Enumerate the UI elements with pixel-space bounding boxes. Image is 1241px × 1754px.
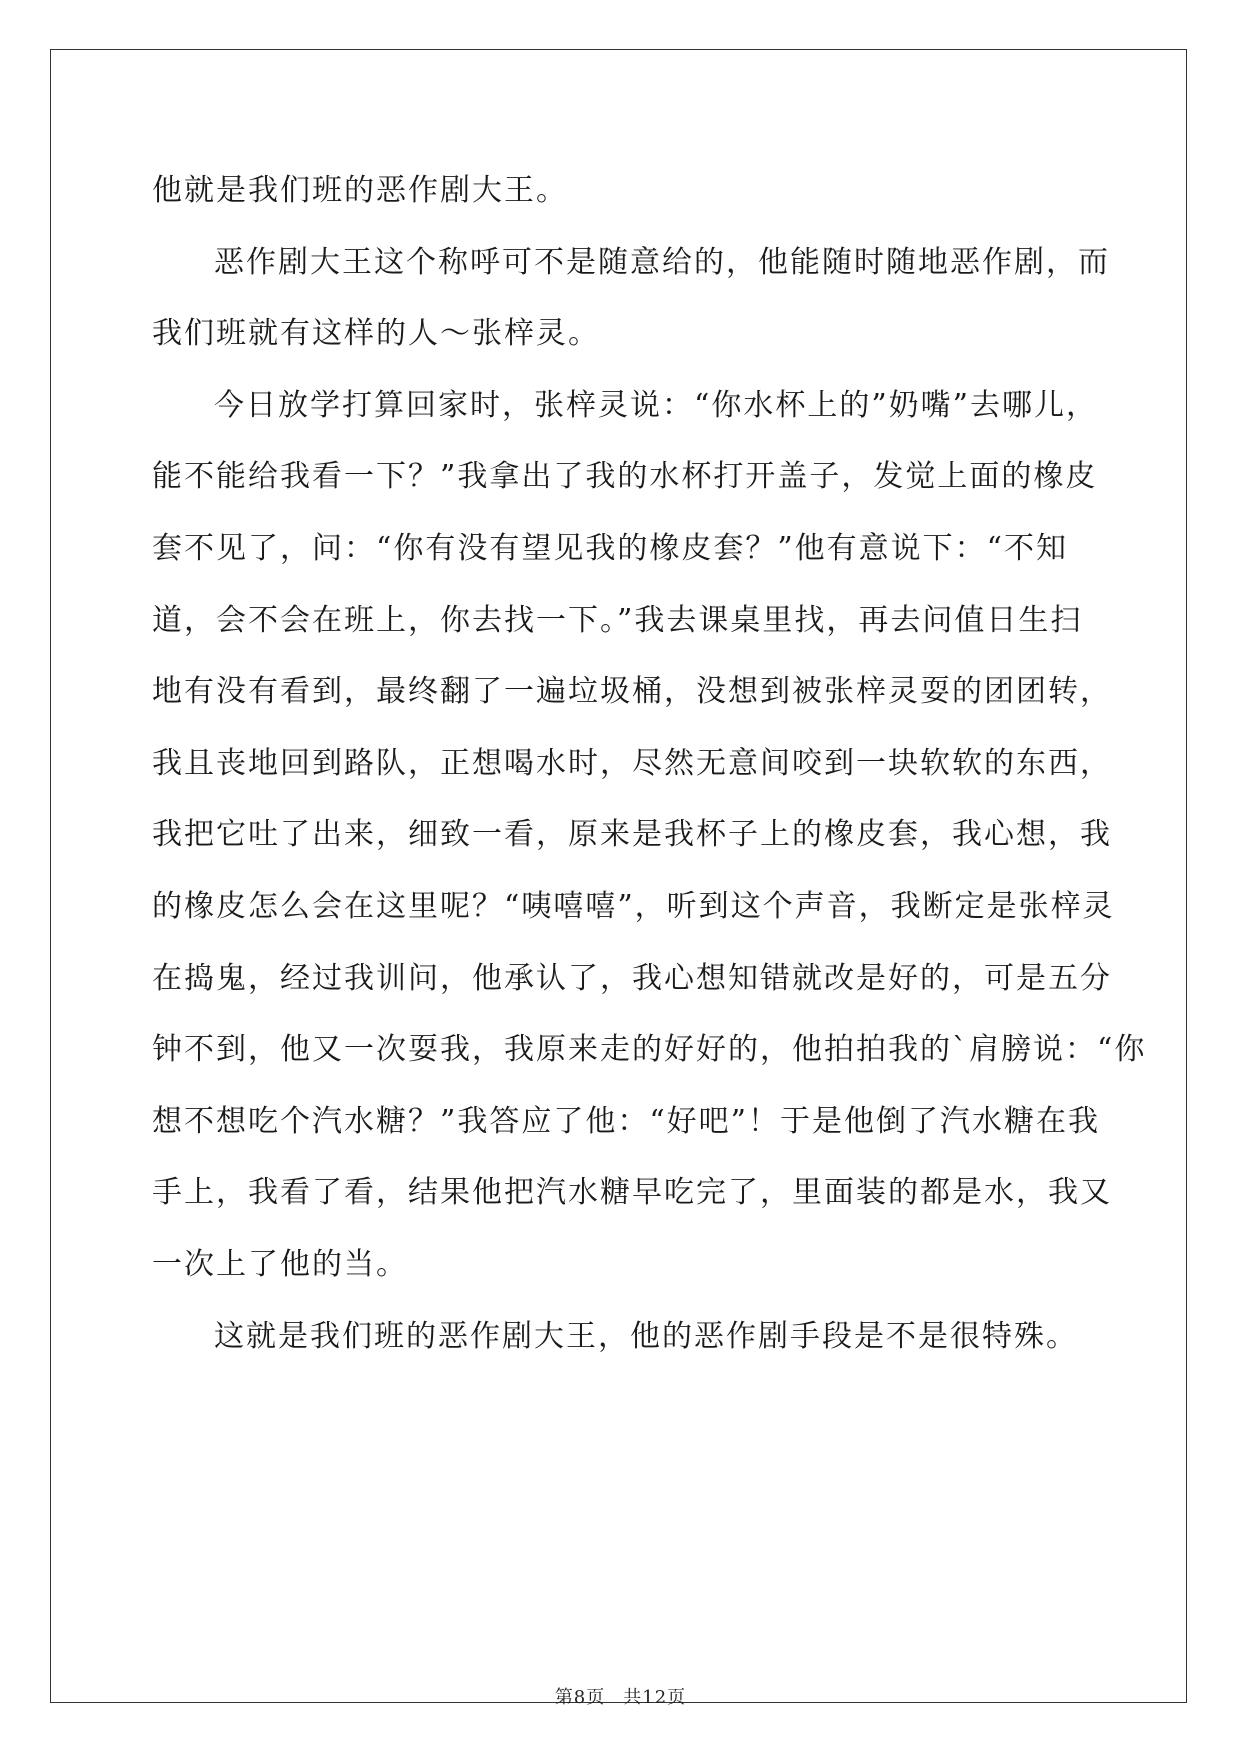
text-line: 地有没有看到，最终翻了一遍垃圾桶，没想到被张梓灵耍的团团转， [152, 674, 1112, 710]
document-body [152, 155, 1147, 1372]
text-line: 能不能给我看一下？”我拿出了我的水杯打开盖子，发觉上面的橡皮 [152, 459, 1098, 495]
text-line: 恶作剧大王这个称呼可不是随意给的，他能随时随地恶作剧，而 [214, 244, 1110, 280]
text-line: 钟不到，他又一次耍我，我原来走的好好的，他拍拍我的`肩膀说：“你 [152, 1032, 1147, 1068]
page-footer [0, 1683, 1241, 1709]
text-line: 的橡皮怎么会在这里呢？“咦嘻嘻”，听到这个声音，我断定是张梓灵 [152, 888, 1115, 924]
text-line: 这就是我们班的恶作剧大王，他的恶作剧手段是不是很特殊。 [214, 1318, 1078, 1354]
text-line: 一次上了他的当。 [152, 1246, 408, 1282]
text-line: 今日放学打算回家时，张梓灵说：“你水杯上的”奶嘴”去哪儿， [214, 387, 1099, 423]
text-line: 在捣鬼，经过我训问，他承认了，我心想知错就改是好的，可是五分 [152, 960, 1112, 996]
text-line: 道，会不会在班上，你去找一下。”我去课桌里找，再去问值日生扫 [152, 602, 1083, 638]
text-line: 想不想吃个汽水糖？”我答应了他：“好吧”！于是他倒了汽水糖在我 [152, 1103, 1101, 1139]
text-line: 套不见了，问：“你有没有望见我的橡皮套？”他有意说下：“不知 [152, 530, 1069, 566]
text-line: 我把它吐了出来，细致一看，原来是我杯子上的橡皮套，我心想，我 [152, 817, 1112, 853]
text-line: 我们班就有这样的人～张梓灵。 [152, 316, 600, 352]
text-line: 手上，我看了看，结果他把汽水糖早吃完了，里面装的都是水，我又 [152, 1175, 1112, 1211]
text-line: 他就是我们班的恶作剧大王。 [152, 173, 568, 208]
page-number: 第8页 [554, 1687, 606, 1708]
page-total: 共12页 [623, 1687, 687, 1708]
text-line: 我且丧地回到路队，正想喝水时，尽然无意间咬到一块软软的东西， [152, 745, 1112, 781]
